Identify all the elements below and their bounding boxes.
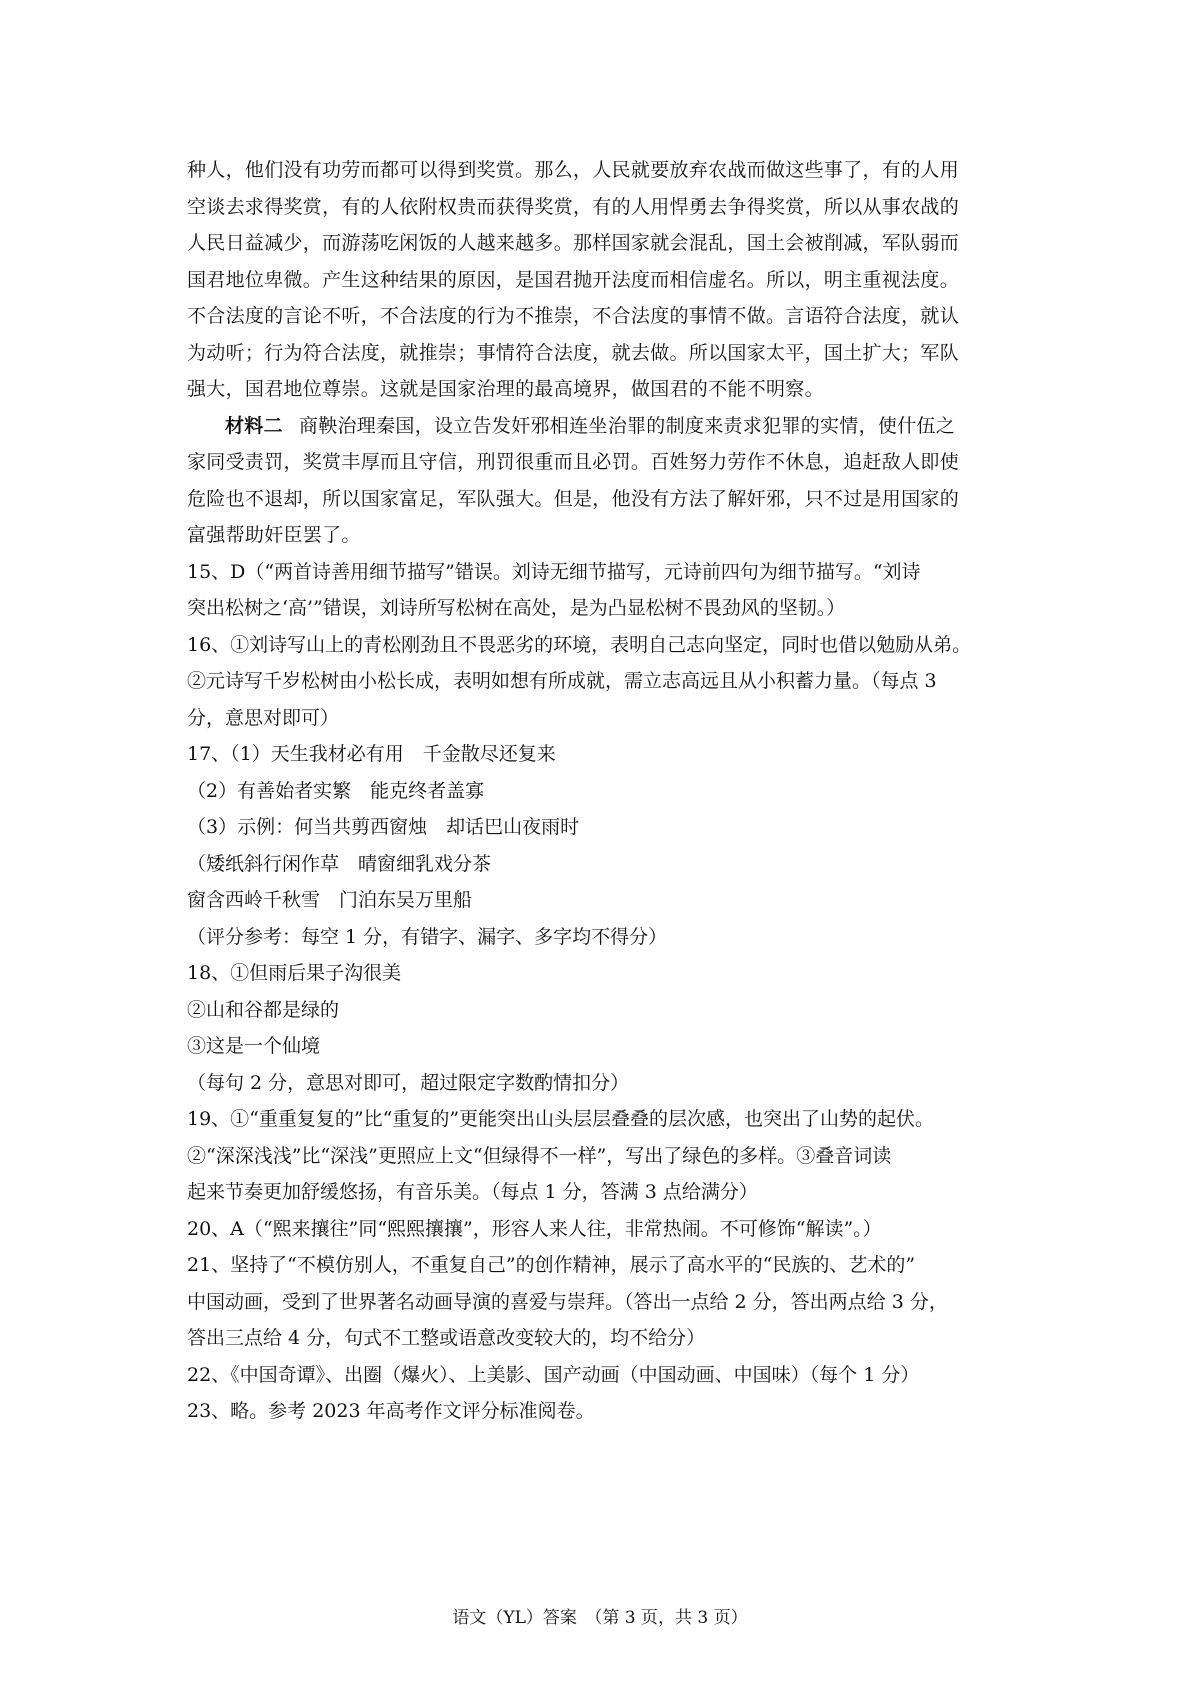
answer-list [187, 554, 1047, 1430]
answer-line: 分，意思对即可） [187, 706, 340, 729]
answer-line: （评分参考：每空 1 分，有错字、漏字、多字均不得分） [187, 925, 668, 948]
answer-line: 答出三点给 4 分，句式不工整或语意改变较大的，均不给分） [187, 1327, 706, 1349]
answer-line: 23、略。参考 2023 年高考作文评分标准阅卷。 [187, 1400, 595, 1422]
text-line: 人民日益减少，而游荡吃闲饭的人越来越多。那样国家就会混乱，国土会被削减，军队弱而 [187, 232, 960, 254]
answer-line: 中国动画，受到了世界著名动画导演的喜爱与崇拜。（答出一点给 2 分，答出两点给 3 分， [187, 1290, 948, 1313]
material-two-label: 材料二 [225, 414, 283, 437]
answer-line: 17、（1）天生我材必有用 千金散尽还复来 [187, 743, 556, 765]
page-content [187, 152, 1047, 1430]
text-line: 空谈去求得奖赏，有的人依附权贵而获得奖赏，有的人用悍勇去争得奖赏，所以从事农战的 [187, 195, 960, 218]
answer-line: ②元诗写千岁松树由小松长成，表明如想有所成就，需立志高远且从小积蓄力量。（每点 3 [187, 670, 937, 692]
answer-line: 窗含西岭千秋雪 门泊东吴万里船 [187, 889, 473, 911]
answer-line: 19、①“重重复复的”比“重复的”更能突出山头层层叠叠的层次感，也突出了山势的起伏。 [187, 1108, 935, 1130]
material-two-first-line [187, 408, 1047, 445]
answer-line: ②山和谷都是绿的 [187, 998, 340, 1021]
answer-line: （3）示例：何当共剪西窗烛 却话巴山夜雨时 [187, 816, 580, 838]
material-one-translation [187, 152, 1047, 408]
answer-line: ③这是一个仙境 [187, 1035, 321, 1057]
answer-line: 21、坚持了“不模仿别人，不重复自己”的创作精神，展示了高水平的“民族的、艺术的” [187, 1254, 916, 1276]
answer-line: 22、《中国奇谭》、出圈（爆火）、上美影、国产动画（中国动画、中国味）（每个 1 分） [187, 1363, 920, 1386]
answer-line: 18、①但雨后果子沟很美 [187, 962, 402, 984]
answer-line: 16、①刘诗写山上的青松刚劲且不畏恶劣的环境，表明自己志向坚定，同时也借以勉励从弟。 [187, 633, 972, 656]
answer-line: （2）有善始者实繁 能克终者盖寡 [187, 779, 485, 802]
answer-line: ②“深深浅浅”比“深浅”更照应上文“但绿得不一样”，写出了绿色的多样。③叠音词读 [187, 1144, 892, 1167]
page-footer: 语文（YL）答案 （第 3 页，共 3 页） [452, 1608, 748, 1628]
text-line: 危险也不退却，所以国家富足，军队强大。但是，他没有方法了解奸邪，只不过是用国家的 [187, 487, 960, 510]
answer-line: 15、D（“两首诗善用细节描写”错误。刘诗无细节描写，元诗前四句为细节描写。“刘诗 [187, 560, 921, 583]
answer-line: 20、A（“熙来攘往”同“熙熙攘攘”，形容人来人往，非常热闹。不可修饰“解读”。） [187, 1217, 882, 1240]
text-line: 富强帮助奸臣罢了。 [187, 524, 361, 546]
text-line: 为动听；行为符合法度，就推崇；事情符合法度，就去做。所以国家太平，国土扩大；军队 [187, 341, 960, 364]
text-line: 家同受责罚，奖赏丰厚而且守信，刑罚很重而且必罚。百姓努力劳作不休息，追赶敌人即使 [187, 451, 960, 473]
answer-line: （每句 2 分，意思对即可，超过限定字数酌情扣分） [187, 1071, 630, 1094]
text-line: 不合法度的言论不听，不合法度的行为不推崇，不合法度的事情不做。言语符合法度，就认 [187, 305, 960, 327]
answer-line: （矮纸斜行闲作草 晴窗细乳戏分茶 [187, 852, 492, 875]
material-two-translation [187, 408, 1047, 554]
text-line: 强大，国君地位尊崇。这就是国家治理的最高境界，做国君的不能不明察。 [187, 378, 824, 400]
answer-line: 突出松树之‘高’”错误，刘诗所写松树在高处，是为凸显松树不畏劲风的坚韧。） [187, 597, 846, 619]
text-line: 种人，他们没有功劳而都可以得到奖赏。那么，人民就要放弃农战而做这些事了，有的人用 [187, 159, 960, 181]
answer-line: 起来节奏更加舒缓悠扬，有音乐美。（每点 1 分，答满 3 点给满分） [187, 1181, 758, 1203]
text-line: 国君地位卑微。产生这种结果的原因，是国君抛开法度而相信虚名。所以，明主重视法度。 [187, 268, 960, 291]
material-two-first-text: 商鞅治理秦国，设立告发奸邪相连坐治罪的制度来责求犯罪的实情，使什伍之 [298, 414, 956, 437]
